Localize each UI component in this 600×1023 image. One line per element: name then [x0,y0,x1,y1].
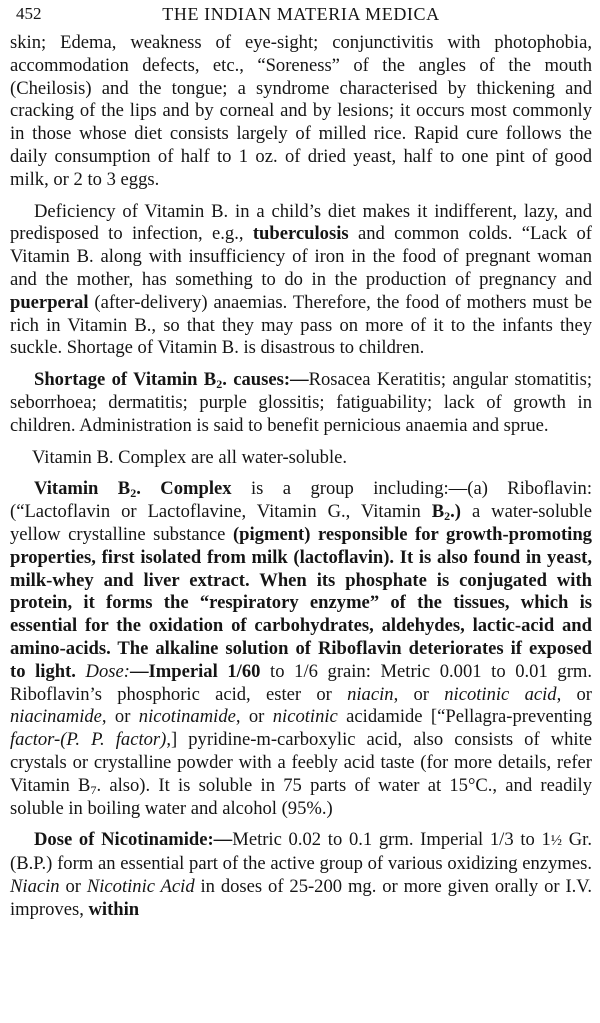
italic-term: nicotinic acid [444,683,557,705]
bold-term: $B_2$.) [431,501,461,524]
paragraph-1-text: skin; Edema, weakness of eye-sight; conjunctivitis with photophobia, accommodation defects, etc., “Soreness” of the angles of the mouth (Cheilosis) and the tongue; a syndrome characterised by thickening and cracking of the lips and by corneal and by lesions; it occurs most commonly in those whose diet consists largely of milled rice. Rapid cure follows the daily consumption of half to 1 oz. of dried yeast, half to one pint of good milk, or 2 to 3 eggs. [10,32,592,190]
paragraph-2 [10,201,592,361]
italic-term: nicotinamide [138,706,236,728]
paragraph-3 [10,369,592,437]
paragraph-4-text: Vitamin B. Complex are all water-soluble. [32,446,348,468]
text-run: is a group including:—(a) Riboflavin: (“Lactoflavin or Lactoflavine, Vitamin G., Vitamin [10,478,592,523]
page-header [10,0,592,32]
bold-term: —Imperial 1/60 [129,660,261,682]
bold-heading: Vitamin $B_2$. Complex [34,478,232,501]
page-number: 452 [16,4,42,23]
bold-term: (pigment) [232,523,311,545]
italic-term: Nicotinic Acid [86,875,195,897]
bold-passage: responsible for growth-promoting properties, first isolated from milk (lactoflavin). It is also found in yeast, milk-whey and liver extract. When its phosphate is conjugated with protein, it forms the “respiratory enzyme” of the tissues, which is essential for the oxidation of carbohydrates, aldehydes, lactic-acid and amino-acids. The alkaline solution of Riboflavin deteriorates if exposed to light. [10,523,592,682]
text-run: , or [235,706,273,728]
body-text [10,32,592,921]
paragraph-5 [10,478,592,820]
italic-term: niacin [347,683,394,705]
fraction: ½ [550,833,563,850]
paragraph-4 [10,447,592,470]
text-run: Rosacea Keratitis; angular stomatitis; seborrhoea; dermatitis; purple glossitis; fatiguability; lack of growth in children. Administration is said to benefit pernicious anaemia and sprue. [10,369,592,436]
subscript: 7 [90,782,97,797]
text-run: Metric 0.02 to 0.1 grm. Imperial 1/3 to 1 [232,829,551,851]
bold-heading: Dose of Nicotinamide:— [34,829,233,851]
text-run: to 1/6 grain: Metric 0.001 to 0.01 grm. Riboflavin’s phosphoric acid, ester or [10,660,593,705]
paragraph-6 [10,829,592,921]
text-run: (after-delivery) anaemias. Therefore, the food of mothers must be rich in Vitamin B., so that they may pass on more of it to the infants they suckle. Shortage of Vitamin B. is disastrous to children. [10,291,592,359]
text-run: . also). It is soluble in 75 parts of water at 15°C., and readily soluble in boiling water and alcohol (95%.) [10,774,593,819]
bold-term: within [88,898,140,920]
italic-term: Niacin [10,875,60,897]
bold-heading: Shortage of Vitamin $B_2$. causes:— [34,369,309,392]
bold-term: tuberculosis [252,223,349,245]
text-run: , or [101,706,139,728]
text-run: , or [556,683,592,705]
text-run: Gr. (B.P.) form an essential part of the active group of various oxidizing enzymes. [10,829,592,875]
paragraph-1 [10,32,592,192]
bold-term: puerperal [10,291,89,313]
italic-term: nicotinic [272,706,338,728]
text-run: and common colds. “Lack of Vitamin B. along with insufficiency of iron in the food of pregnant woman and the mother, has something to do in the production of pregnancy and [10,223,592,290]
italic-term: factor-(P. P. factor) [10,729,167,751]
text-run: acidamide [“Pellagra-preventing [337,706,592,728]
italic-term: Dose: [75,660,130,682]
italic-term: niacinamide [10,706,102,728]
text-run: in doses of 25-200 mg. or more given orally or I.V. improves, [10,875,592,920]
text-run: , or [393,683,445,705]
text-run: a water-soluble yellow crystalline substance [10,501,592,545]
running-title: THE INDIAN MATERIA MEDICA [162,4,440,24]
text-run: or [59,875,87,897]
text-run: Deficiency of Vitamin B. in a child’s diet makes it indifferent, lazy, and predisposed to infection, e.g., [10,200,592,245]
text-run: ,] pyridine-m-carboxylic acid, also consists of white crystals or crystalline powder with a feebly acid taste (for more details, refer Vitamin B [10,729,592,796]
